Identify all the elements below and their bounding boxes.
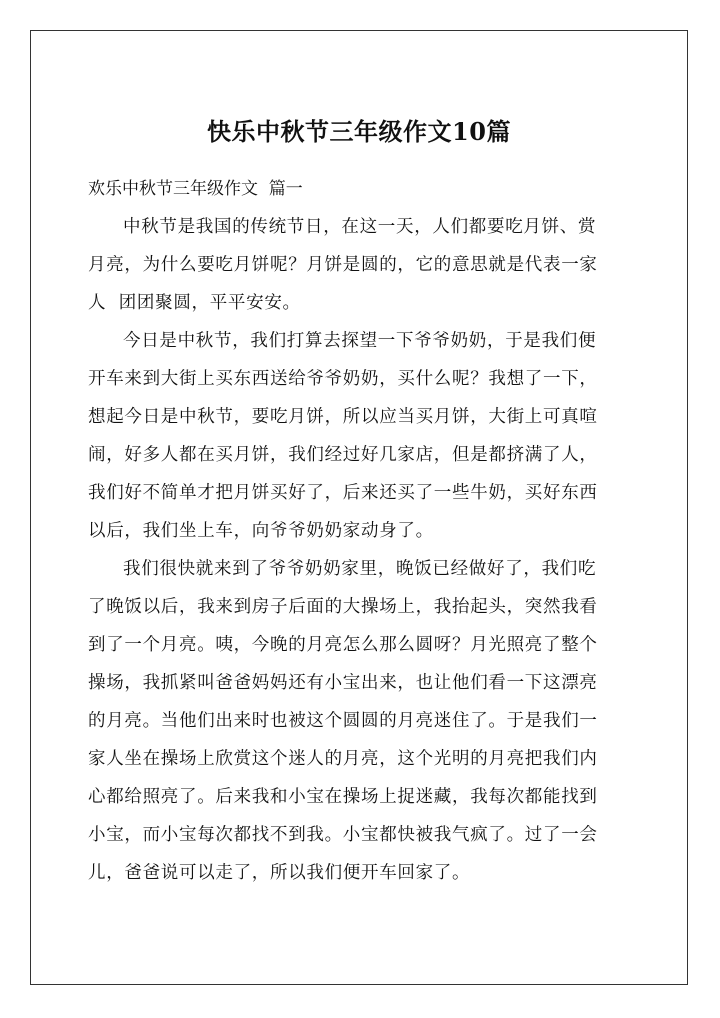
document-title: 快乐中秋节三年级作文10篇 [207, 117, 511, 146]
paragraph-line: 了晚饭以后，我来到房子后面的大操场上，我抬起头，突然我看 [88, 597, 598, 617]
essay-subtitle: 欢乐中秋节三年级作文 篇一 [88, 179, 303, 199]
essay-body [88, 208, 634, 892]
paragraph-line: 想起今日是中秋节，要吃月饼，所以应当买月饼，大街上可真喧 [88, 407, 598, 427]
paragraph-line: 中秋节是我国的传统节日，在这一天，人们都要吃月饼、赏 [123, 217, 597, 237]
paragraph-line: 人 团团聚圆，平平安安。 [88, 293, 301, 313]
paragraph-line: 家人坐在操场上欣赏这个迷人的月亮，这个光明的月亮把我们内 [88, 749, 598, 769]
paragraph-line: 我们很快就来到了爷爷奶奶家里，晚饭已经做好了，我们吃 [123, 559, 597, 579]
paragraph-3 [88, 550, 634, 892]
paragraph-line: 操场，我抓紧叫爸爸妈妈还有小宝出来，也让他们看一下这漂亮 [88, 673, 598, 693]
paragraph-1 [88, 208, 634, 322]
paragraph-line: 的月亮。当他们出来时也被这个圆圆的月亮迷住了。于是我们一 [88, 711, 598, 731]
paragraph-line: 以后，我们坐上车，向爷爷奶奶家动身了。 [88, 521, 434, 541]
paragraph-line: 我们好不简单才把月饼买好了，后来还买了一些牛奶，买好东西 [88, 483, 598, 503]
paragraph-line: 月亮，为什么要吃月饼呢？月饼是圆的，它的意思就是代表一家 [88, 255, 598, 275]
paragraph-line: 今日是中秋节，我们打算去探望一下爷爷奶奶，于是我们便 [123, 331, 597, 351]
paragraph-line: 开车来到大街上买东西送给爷爷奶奶，买什么呢？我想了一下， [88, 369, 598, 389]
paragraph-line: 儿，爸爸说可以走了，所以我们便开车回家了。 [88, 863, 471, 883]
paragraph-line: 心都给照亮了。后来我和小宝在操场上捉迷藏，我每次都能找到 [88, 787, 598, 807]
paragraph-line: 到了一个月亮。咦，今晚的月亮怎么那么圆呀？月光照亮了整个 [88, 635, 598, 655]
paragraph-line: 小宝，而小宝每次都找不到我。小宝都快被我气疯了。过了一会 [88, 825, 598, 845]
paragraph-line: 闹，好多人都在买月饼，我们经过好几家店，但是都挤满了人， [88, 445, 598, 465]
paragraph-2 [88, 322, 634, 550]
